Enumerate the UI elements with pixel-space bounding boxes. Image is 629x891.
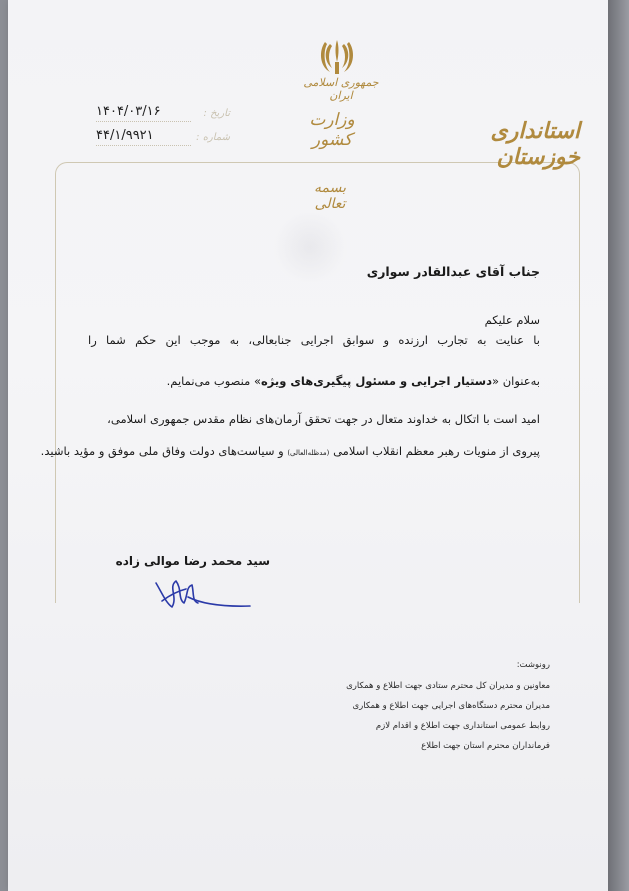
basmala-heading: بسمه تعالی — [314, 180, 346, 212]
cc-item: فرمانداران محترم استان جهت اطلاع — [421, 741, 550, 751]
paragraph-2-prefix: به‌عنوان « — [492, 374, 540, 388]
handwritten-signature — [148, 573, 253, 615]
cc-item: معاونین و مدیران کل محترم ستادی جهت اطلاع و همکاری — [346, 681, 550, 691]
cc-item: مدیران محترم دستگاه‌های اجرایی جهت اطلاع و همکاری — [352, 701, 550, 711]
paragraph-4-part-a: پیروی از منویات رهبر معظم انقلاب اسلامی — [333, 444, 540, 458]
cc-item: روابط عمومی استانداری جهت اطلاع و اقدام لازم — [375, 721, 550, 731]
number-value: ۴۴/۱/۹۹۲۱ — [96, 128, 154, 143]
header-ministry-text: وزارت کشور — [309, 110, 355, 150]
date-field — [96, 104, 236, 124]
paragraph-2 — [166, 374, 540, 388]
paragraph-4 — [40, 444, 540, 458]
paragraph-1: با عنایت به تجارب ارزنده و سوابق اجرایی جنابعالی، به موجب این حکم شما را — [88, 333, 540, 347]
header-republic-text: جمهوری اسلامی ایران — [303, 76, 379, 102]
cc-title: رونوشت: — [516, 660, 550, 670]
paragraph-2-suffix: » منصوب می‌نمایم. — [166, 374, 261, 388]
number-dotted-line — [96, 145, 191, 146]
header-governorate-text: استانداری خوزستان — [490, 118, 580, 170]
date-value: ۱۴۰۴/۰۳/۱۶ — [96, 104, 161, 119]
date-dotted-line — [96, 121, 191, 122]
greeting-line: سلام علیکم — [484, 313, 540, 327]
page-shadow-edge — [608, 0, 629, 891]
appointment-title: دستیار اجرایی و مسئول پیگیری‌های ویژه — [260, 374, 493, 388]
honorific-text: (مدظله‌العالی) — [287, 449, 330, 457]
date-label: تاریخ : — [203, 108, 230, 119]
paragraph-4-part-b: و سیاست‌های دولت وفاق ملی موفق و مؤید باشید. — [40, 444, 284, 458]
paragraph-3: امید است با اتکال به خداوند متعال در جهت تحقق آرمان‌های نظام مقدس جمهوری اسلامی، — [107, 412, 540, 426]
signer-name: سید محمد رضا موالی زاده — [115, 554, 270, 568]
number-label: شماره : — [196, 132, 230, 143]
iran-emblem-icon — [318, 36, 356, 80]
recipient-line: جناب آقای عبدالقادر سواری — [366, 264, 540, 279]
number-field — [96, 128, 236, 148]
